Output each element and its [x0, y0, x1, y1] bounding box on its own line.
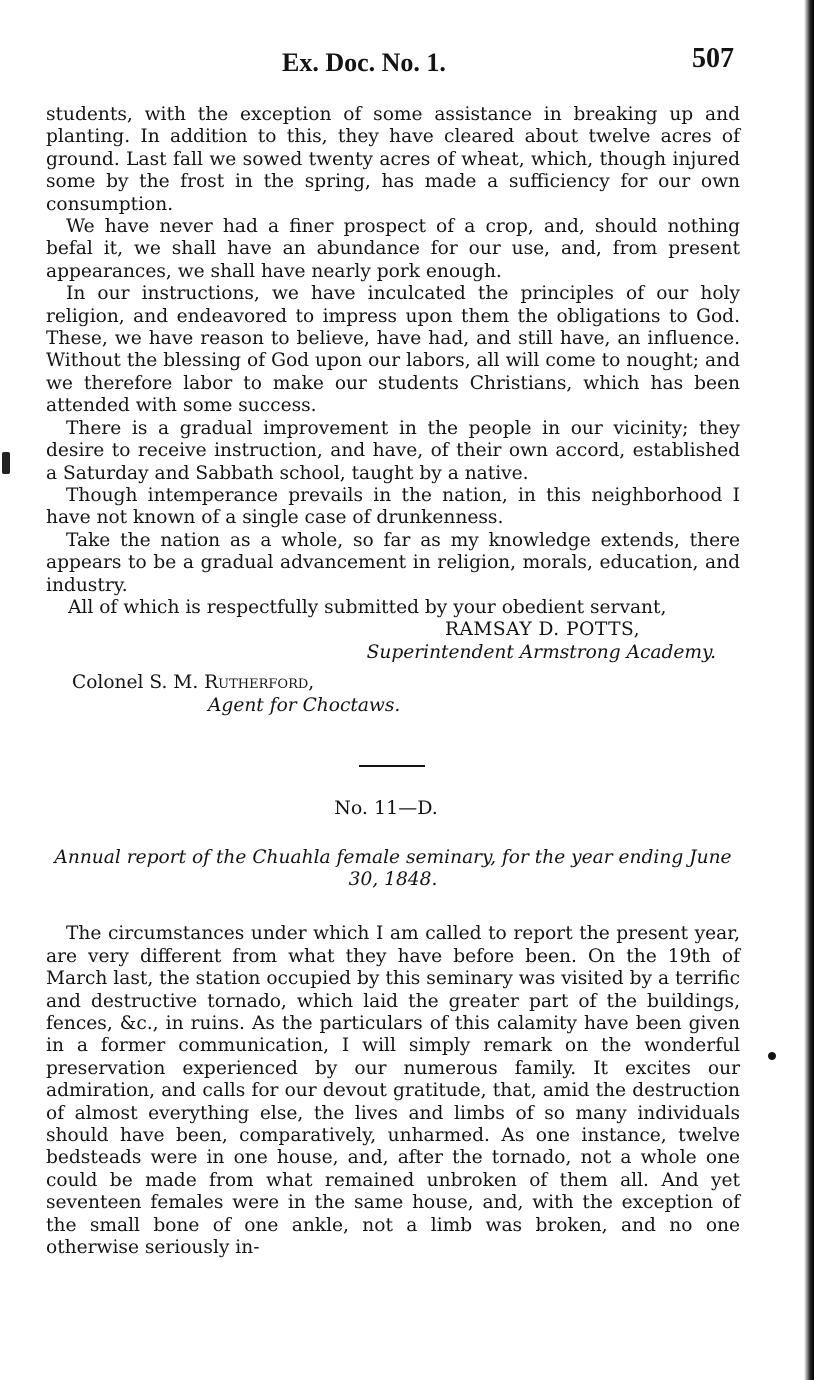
report-paragraph-1: The circumstances under which I am called to report the present year, are very different from what they have before been. On the 19th of March last, the station occupied by this seminary was visited by a terrific and destructive tornado, which laid the greater part of the buildings, fences, &c., in ruins. As the particulars of this calamity have been given in a former communication, I will simply remark on the wonderful preservation experienced by our numerous family. It excites our admiration, and calls for our devout gratitude, that, amid the destruction of almost everything else, the lives and limbs of so many individuals should have been, comparatively, unharmed. As one instance, twelve bedsteads were in one house, and, after the tornado, not a whole one could be made from what remained unbroken of them all. And yet seventeen females were in the same house, and, with the exception of the small bone of one ankle, not a limb was broken, and no one otherwise seriously in- — [46, 923, 740, 1259]
letter-closing: All of which is respectfully submitted by your obedient servant, — [68, 596, 667, 618]
addressee-title: Agent for Choctaws. — [208, 694, 401, 716]
signature-name: RAMSAY D. POTTS, — [444, 619, 640, 641]
margin-dot — [768, 1052, 776, 1060]
page-header — [46, 43, 740, 104]
letter-paragraph-6: Take the nation as a whole, so far as my knowledge extends, there appears to be a gradual advancement in religion, morals, education, and industry. — [46, 529, 740, 596]
signature-title: Superintendent Armstrong Academy. — [366, 641, 716, 663]
report-title: Annual report of the Chuahla female seminary, for the year ending June 30, 1848. — [54, 847, 732, 891]
letter-paragraph-1: students, with the exception of some assistance in breaking up and planting. In addition to this, they have cleared about twelve acres of ground. Last fall we sowed twenty acres of wheat, which, though injured some by the frost in the spring, has made a sufficiency for our own consumption. — [46, 104, 740, 215]
page-edge-shadow — [804, 0, 814, 1380]
letter-paragraph-4: There is a gradual improvement in the people in our vicinity; they desire to receive instruction, and have, of their own accord, established a Saturday and Sabbath school, taught by a native. — [46, 417, 740, 484]
letter-paragraph-2: We have never had a finer prospect of a crop, and, should nothing befal it, we shall have an abundance for our use, and, from present appearances, we shall have nearly pork enough. — [46, 216, 740, 282]
page-content — [46, 43, 740, 1259]
margin-mark — [2, 452, 10, 474]
running-title: Ex. Doc. No. 1. — [282, 48, 446, 77]
addressee-surname: Rutherford, — [204, 672, 315, 694]
addressee — [46, 672, 740, 694]
report-body — [46, 923, 740, 1259]
page-number: 507 — [692, 43, 734, 74]
section-divider — [359, 765, 425, 767]
document-number: No. 11—D. — [334, 796, 438, 819]
letter-paragraph-5: Though intemperance prevails in the nation, in this neighborhood I have not known of a single case of drunkenness. — [46, 484, 740, 529]
addressee-prefix: Colonel S. M. — [72, 672, 205, 694]
letter-paragraph-3: In our instructions, we have inculcated the principles of our holy religion, and endeavored to impress upon them the obligations to God. These, we have reason to believe, have had, and still have, an influence. Without the blessing of God upon our labors, all will come to nought; and we therefore labor to make our students Christians, which has been attended with some success. — [46, 283, 740, 417]
